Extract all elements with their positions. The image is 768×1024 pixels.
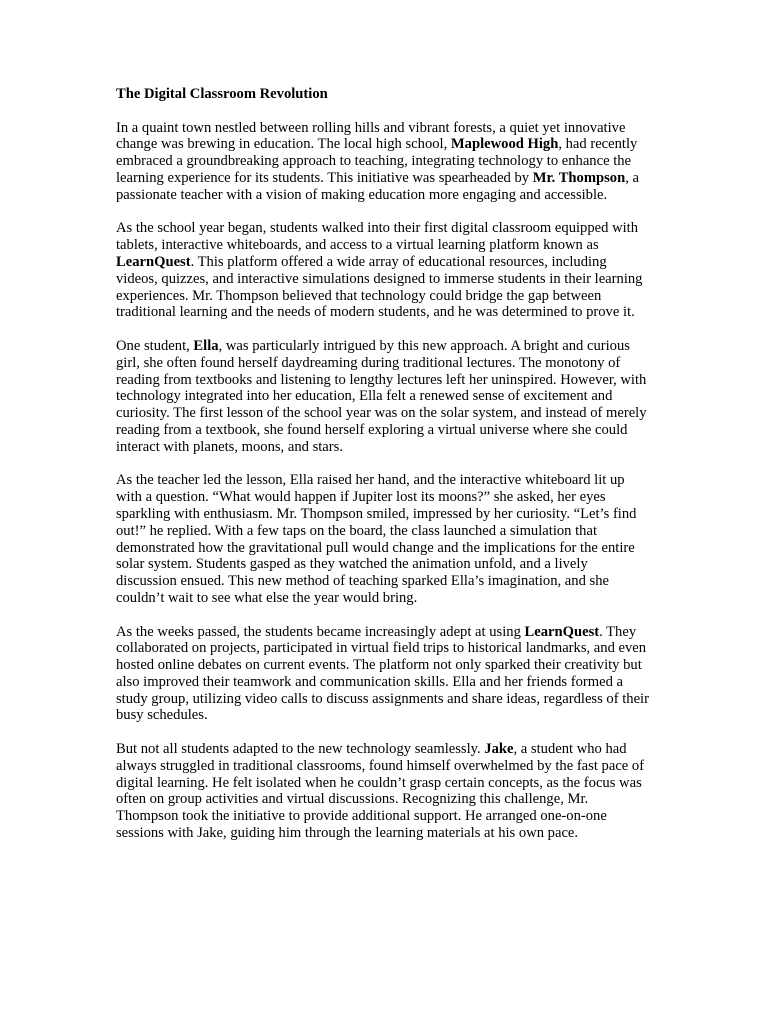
bold-text: Jake — [484, 741, 514, 758]
paragraph-text: , a student who had always struggled in traditional classrooms, found himself overwhelmed by the fast pace of digital learning. He felt isolated when he couldn’t grasp certain concepts, as the focus was often on group activities and virtual discussions. Recognizing this challenge, Mr. Thompson took the initiative to provide additional support. He arranged one-on-one sessions with Jake, guiding him through the learning materials at his own pace. — [116, 741, 645, 842]
body-paragraph — [116, 120, 652, 204]
document-body — [116, 120, 652, 842]
body-paragraph — [116, 741, 652, 842]
bold-text: Maplewood High — [450, 136, 559, 153]
paragraph-text: But not all students adapted to the new technology seamlessly. — [116, 741, 485, 758]
paragraph-text: . They collaborated on projects, participated in virtual field trips to historical landmarks, and even hosted online debates on current events. The platform not only sparked their creativity but also improved their teamwork and communication skills. Ella and her friends formed a study group, utilizing video calls to discuss assignments and share ideas, regardless of their busy schedules. — [116, 623, 649, 724]
document-page — [116, 86, 652, 842]
bold-text: LearnQuest — [524, 623, 600, 640]
paragraph-text: As the school year began, students walked into their first digital classroom equipped with tablets, interactive whiteboards, and access to a virtual learning platform known as — [116, 220, 639, 254]
body-paragraph — [116, 220, 652, 321]
paragraph-text: . This platform offered a wide array of educational resources, including videos, quizzes, and interactive simulations designed to immerse students in their learning experiences. Mr. Thompson believed that technology could bridge the gap between traditional learning and the needs of modern students, and he was determined to prove it. — [116, 253, 643, 321]
paragraph-text: In a quaint town nestled between rolling hills and vibrant forests, a quiet yet innovative change was brewing in education. The local high school, — [116, 119, 626, 153]
paragraph-text: One student, — [116, 337, 194, 354]
body-paragraph — [116, 338, 652, 456]
paragraph-text: , had recently embraced a groundbreaking approach to teaching, integrating technology to enhance the learning experience for its students. This initiative was spearheaded by — [116, 136, 638, 186]
body-paragraph — [116, 624, 652, 725]
bold-text: Ella — [193, 337, 219, 354]
paragraph-text: , a passionate teacher with a vision of making education more engaging and accessible. — [116, 169, 639, 203]
bold-text: Mr. Thompson — [532, 169, 626, 186]
paragraph-text: , was particularly intrigued by this new approach. A bright and curious girl, she often found herself daydreaming during traditional lectures. The monotony of reading from textbooks and listening to lengthy lectures left her uninspired. However, with technology integrated into her education, Ella felt a renewed sense of excitement and curiosity. The first lesson of the school year was on the solar system, and instead of merely reading from a textbook, she found herself exploring a virtual universe where she could interact with planets, moons, and stars. — [116, 337, 647, 455]
paragraph-text: As the weeks passed, the students became increasingly adept at using — [116, 623, 525, 640]
bold-text: LearnQuest — [116, 253, 191, 270]
body-paragraph — [116, 472, 652, 606]
paragraph-text: As the teacher led the lesson, Ella raised her hand, and the interactive whiteboard lit up with a question. “What would happen if Jupiter lost its moons?” she asked, her eyes sparkling with enthusiasm. Mr. Thompson smiled, impressed by her curiosity. “Let’s find out!” he replied. With a few taps on the board, the class launched a simulation that demonstrated how the gravitational pull would change and the implications for the entire solar system. Students gasped as they watched the animation unfold, and a lively discussion ensued. This new method of teaching sparked Ella’s imagination, and she couldn’t wait to see what else the year would bring. — [116, 472, 637, 606]
document-title: The Digital Classroom Revolution — [116, 86, 328, 102]
